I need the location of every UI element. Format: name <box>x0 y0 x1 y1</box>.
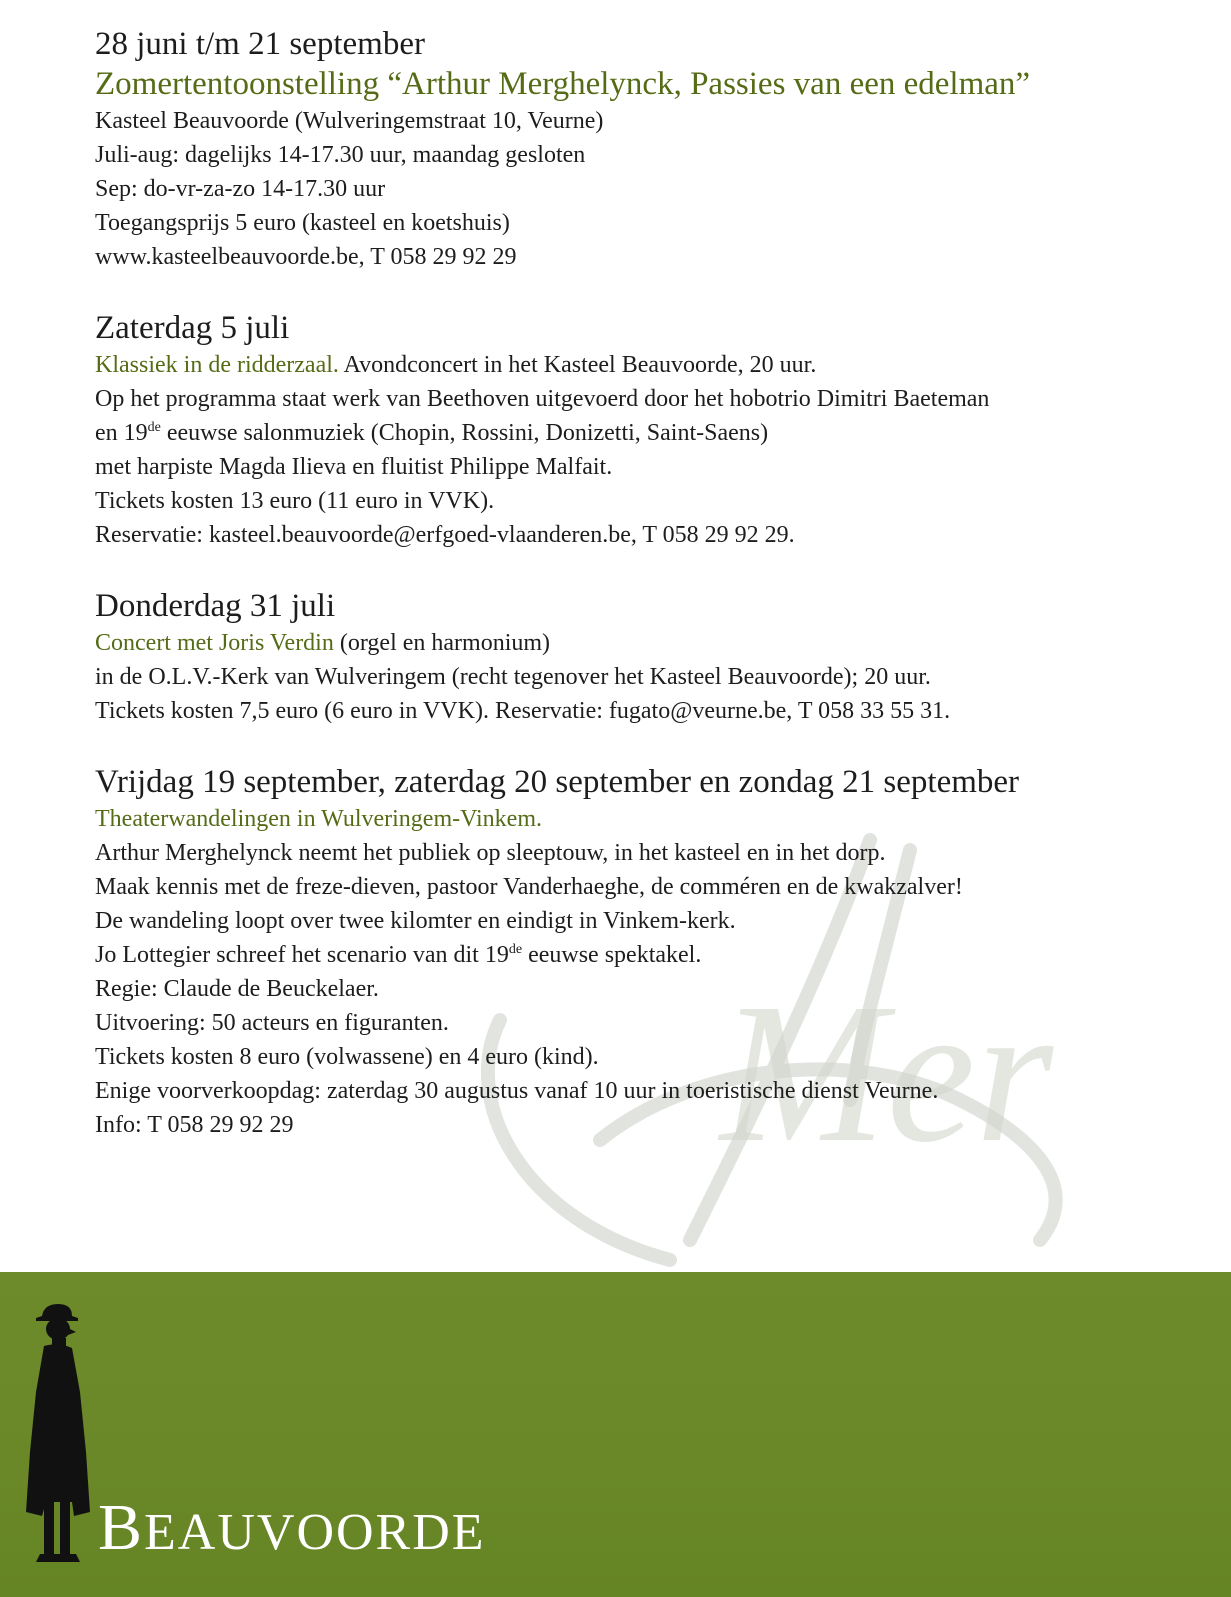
event-highlight: Concert met Joris Verdin <box>95 630 334 656</box>
event-line <box>95 416 1205 450</box>
event-line: Op het programma staat werk van Beethoven uitgevoerd door het hobotrio Dimitri Baeteman <box>95 386 990 412</box>
event-line: De wandeling loopt over twee kilomter en eindigt in Vinkem-kerk. <box>95 908 736 934</box>
event-lead <box>95 802 1205 836</box>
event-lead <box>95 348 1205 382</box>
event-location: Kasteel Beauvoorde (Wulveringemstraat 10, Veurne) <box>95 108 604 134</box>
event-title: Zomertentoonstelling “Arthur Merghelynck, Passies van een edelman” <box>95 66 1031 102</box>
ordinal-suffix: de <box>508 942 523 957</box>
brand-rest: EAUVOORDE <box>144 1504 486 1561</box>
event-date: 28 juni t/m 21 september <box>95 26 425 62</box>
event-date: Zaterdag 5 juli <box>95 310 290 346</box>
event-contact: www.kasteelbeauvoorde.be, T 058 29 92 29 <box>95 244 517 270</box>
event-date: Donderdag 31 juli <box>95 588 336 624</box>
event-classical-concert <box>95 308 1205 552</box>
event-organ-concert <box>95 586 1205 728</box>
event-date: Vrijdag 19 september, zaterdag 20 september en zondag 21 september <box>95 764 1020 800</box>
event-exhibition <box>95 24 1205 274</box>
event-hours-summer: Juli-aug: dagelijks 14-17.30 uur, maandag gesloten <box>95 142 586 168</box>
event-line: Arthur Merghelynck neemt het publiek op sleeptouw, in het kasteel en in het dorp. <box>95 840 886 866</box>
brand-wordmark <box>98 1490 486 1566</box>
ordinal-suffix: de <box>147 420 161 435</box>
event-reservation: Reservatie: kasteel.beauvoorde@erfgoed-vlaanderen.be, T 058 29 92 29. <box>95 522 795 548</box>
event-lead-rest: (orgel en harmonium) <box>333 630 551 656</box>
watermark-letters: Mer <box>720 963 1054 1184</box>
event-price: Toegangsprijs 5 euro (kasteel en koetshuis) <box>95 210 510 236</box>
gentleman-silhouette-icon <box>14 1302 104 1572</box>
event-line: met harpiste Magda Ilieva en fluitist Philippe Malfait. <box>95 454 613 480</box>
event-text: en 19 <box>95 420 148 446</box>
event-price: Tickets kosten 8 euro (volwassene) en 4 euro (kind). <box>95 1044 599 1070</box>
event-hours-september: Sep: do-vr-za-zo 14-17.30 uur <box>95 176 386 202</box>
event-highlight: Klassiek in de ridderzaal. <box>95 352 339 378</box>
event-info: Info: T 058 29 92 29 <box>95 1112 294 1138</box>
event-text: eeuwse salonmuziek (Chopin, Rossini, Donizetti, Saint-Saens) <box>160 420 769 446</box>
event-line: Uitvoering: 50 acteurs en figuranten. <box>95 1010 449 1036</box>
events-list <box>95 24 1205 1176</box>
event-presale: Enige voorverkoopdag: zaterdag 30 augustus vanaf 10 uur in toeristische dienst Veurne. <box>95 1078 939 1104</box>
event-lead-rest: Avondconcert in het Kasteel Beauvoorde, 20 uur. <box>338 352 817 378</box>
event-text: Jo Lottegier schreef het scenario van dit 19 <box>95 942 509 968</box>
event-theater-walks <box>95 762 1205 1142</box>
event-highlight: Theaterwandelingen in Wulveringem-Vinkem. <box>95 806 542 832</box>
event-location: in de O.L.V.-Kerk van Wulveringem (recht tegenover het Kasteel Beauvoorde); 20 uur. <box>95 664 931 690</box>
event-text: eeuwse spektakel. <box>522 942 702 968</box>
brand-initial: B <box>98 1491 145 1564</box>
event-lead <box>95 626 1205 660</box>
event-line <box>95 938 1205 972</box>
event-price: Tickets kosten 13 euro (11 euro in VVK). <box>95 488 495 514</box>
event-line: Regie: Claude de Beuckelaer. <box>95 976 379 1002</box>
event-price: Tickets kosten 7,5 euro (6 euro in VVK). Reservatie: fugato@veurne.be, T 058 33 55 31. <box>95 698 951 724</box>
event-line: Maak kennis met de freze-dieven, pastoor Vanderhaeghe, de comméren en de kwakzalver! <box>95 874 963 900</box>
footer-band <box>0 1272 1231 1597</box>
